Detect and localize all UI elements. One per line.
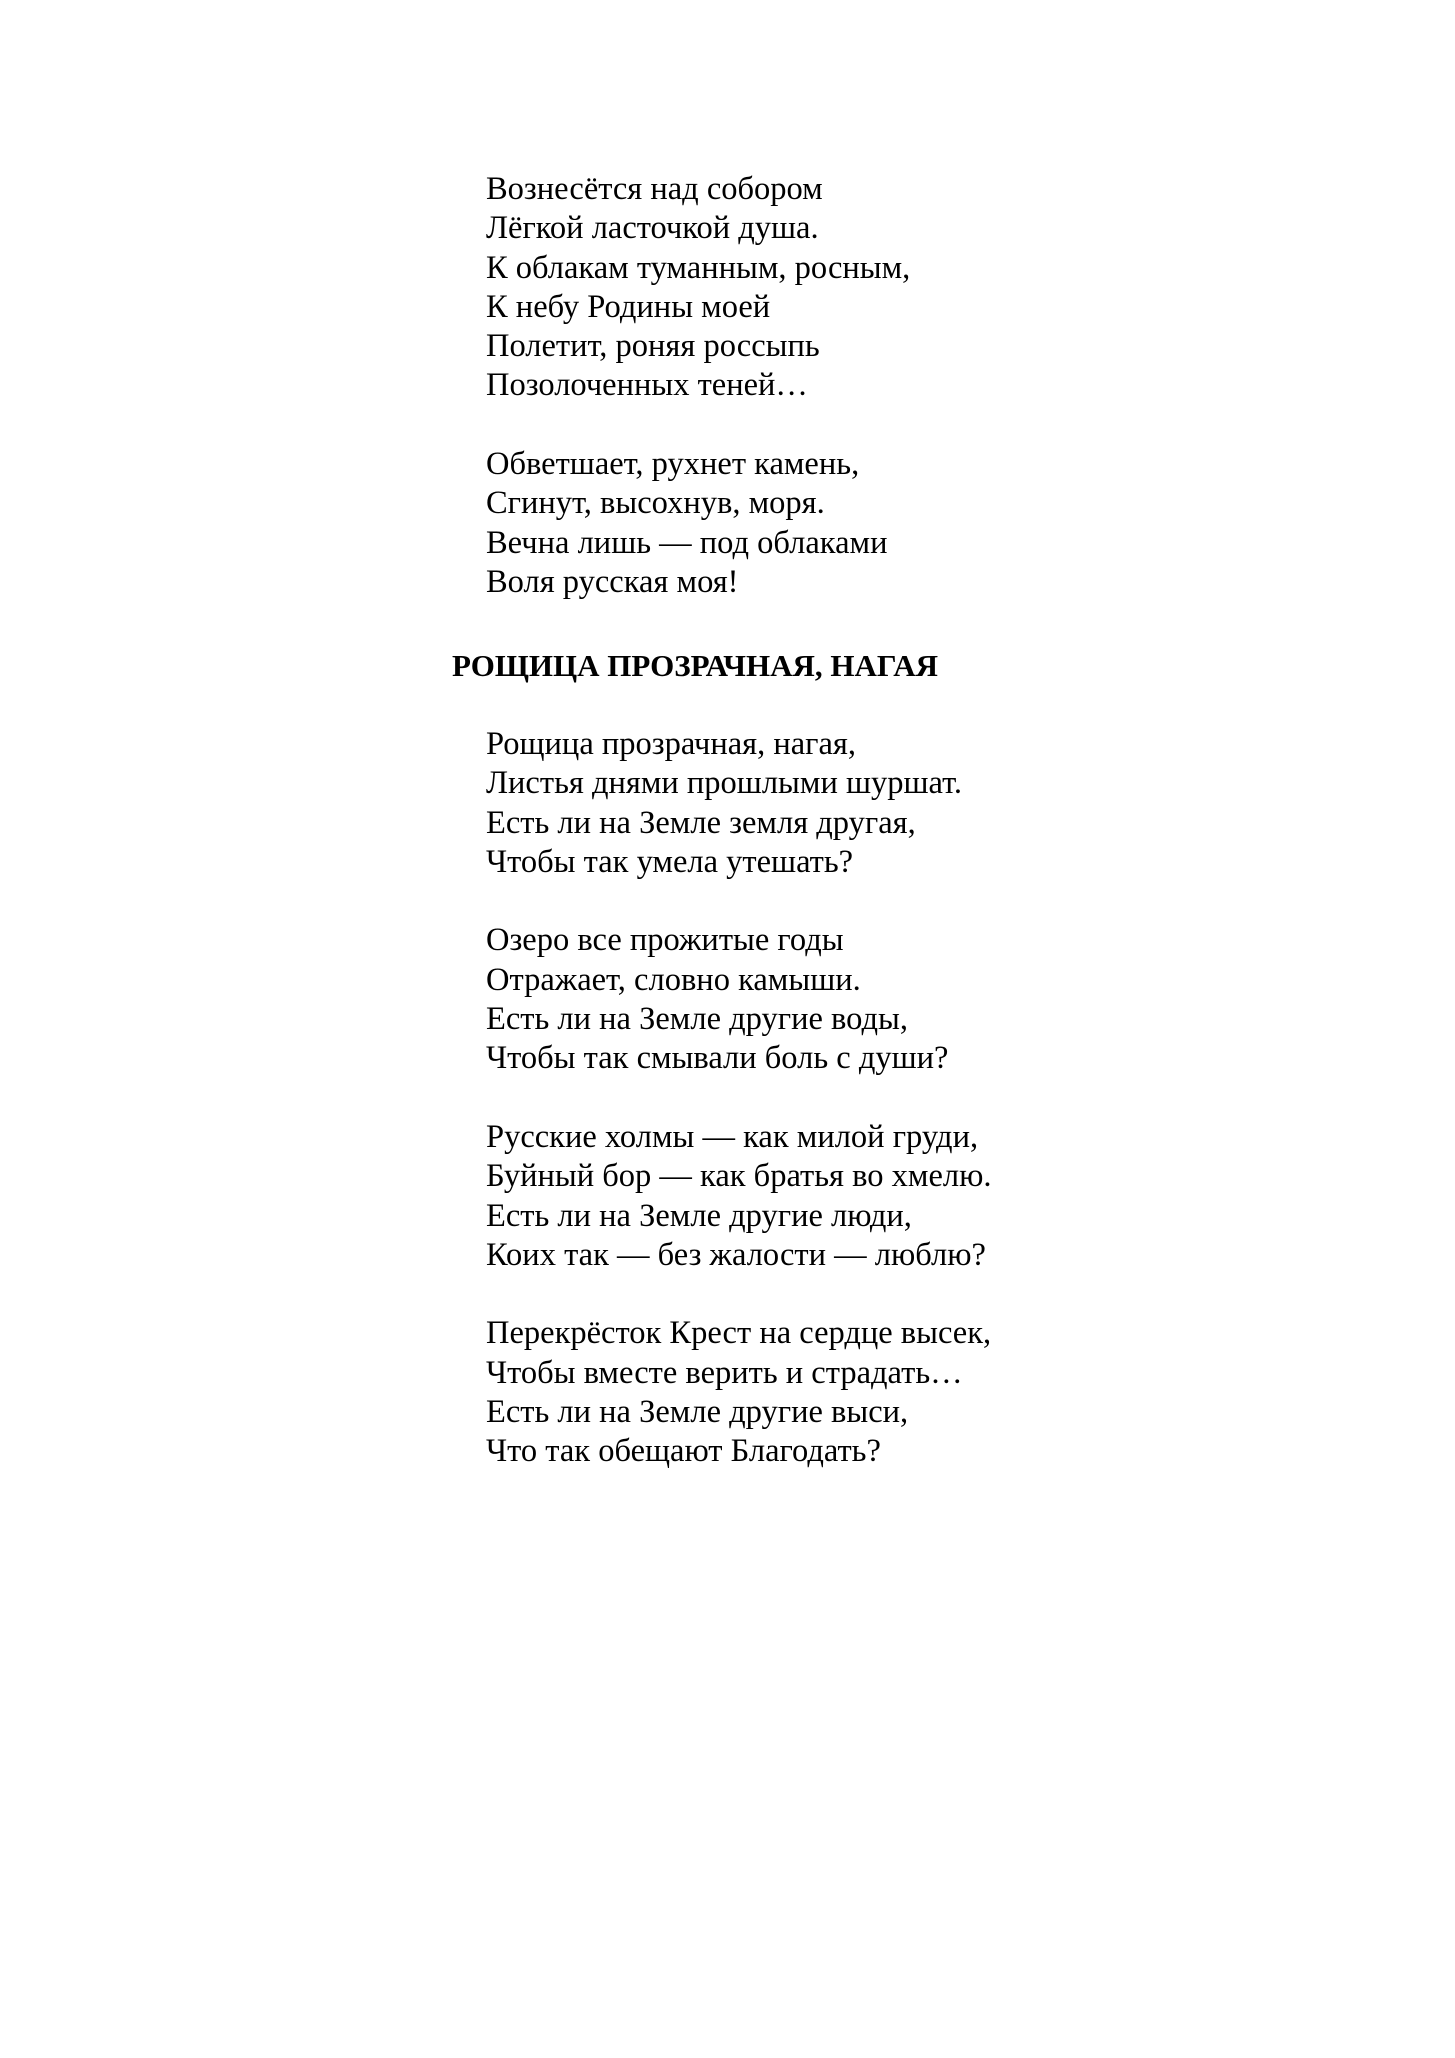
verse-line: Есть ли на Земле другие люди, <box>486 1197 912 1234</box>
verse-line: Озеро все прожитые годы <box>486 922 844 959</box>
verse-line: Листья днями прошлыми шуршат. <box>486 765 962 802</box>
stanza <box>486 1118 992 1275</box>
poem-1-body <box>486 170 910 602</box>
verse-line: Что так обещают Благодать? <box>486 1433 881 1470</box>
verse-line: Коих так — без жалости — люблю? <box>486 1236 986 1273</box>
verse-line: Русские холмы — как милой груди, <box>486 1118 979 1155</box>
poem-title: РОЩИЦА ПРОЗРАЧНАЯ, НАГАЯ <box>452 648 939 683</box>
stanza <box>486 1314 992 1471</box>
verse-line: Лёгкой ласточкой душа. <box>486 210 819 247</box>
verse-line: Вознесётся над собором <box>486 171 823 207</box>
stanza <box>486 725 992 882</box>
verse-line: Отражает, словно камыши. <box>486 961 861 998</box>
verse-line: Есть ли на Земле земля другая, <box>486 804 916 841</box>
verse-line: Вечна лишь — под облаками <box>486 524 888 561</box>
stanza <box>486 170 910 406</box>
verse-line: Буйный бор — как братья во хмелю. <box>486 1158 992 1195</box>
poem-2-body <box>486 725 992 1472</box>
stanza <box>486 921 992 1078</box>
verse-line: К небу Родины моей <box>486 288 771 325</box>
verse-line: Позолоченных теней… <box>486 367 808 404</box>
verse-line: К облакам туманным, росным, <box>486 249 911 286</box>
verse-line: Чтобы так умела утешать? <box>486 843 854 880</box>
verse-line: Чтобы вместе верить и страдать… <box>486 1354 963 1391</box>
verse-line: Полетит, роняя россыпь <box>486 328 820 365</box>
verse-line: Перекрёсток Крест на сердце высек, <box>486 1315 992 1352</box>
verse-line: Рощица прозрачная, нагая, <box>486 726 856 762</box>
stanza <box>486 445 910 602</box>
verse-line: Сгинут, высохнув, моря. <box>486 485 825 522</box>
verse-line: Есть ли на Земле другие воды, <box>486 1001 908 1038</box>
verse-line: Есть ли на Земле другие выси, <box>486 1394 909 1431</box>
verse-line: Чтобы так смывали боль с души? <box>486 1040 949 1077</box>
verse-line: Обветшает, рухнет камень, <box>486 446 860 483</box>
verse-line: Воля русская моя! <box>486 563 739 600</box>
